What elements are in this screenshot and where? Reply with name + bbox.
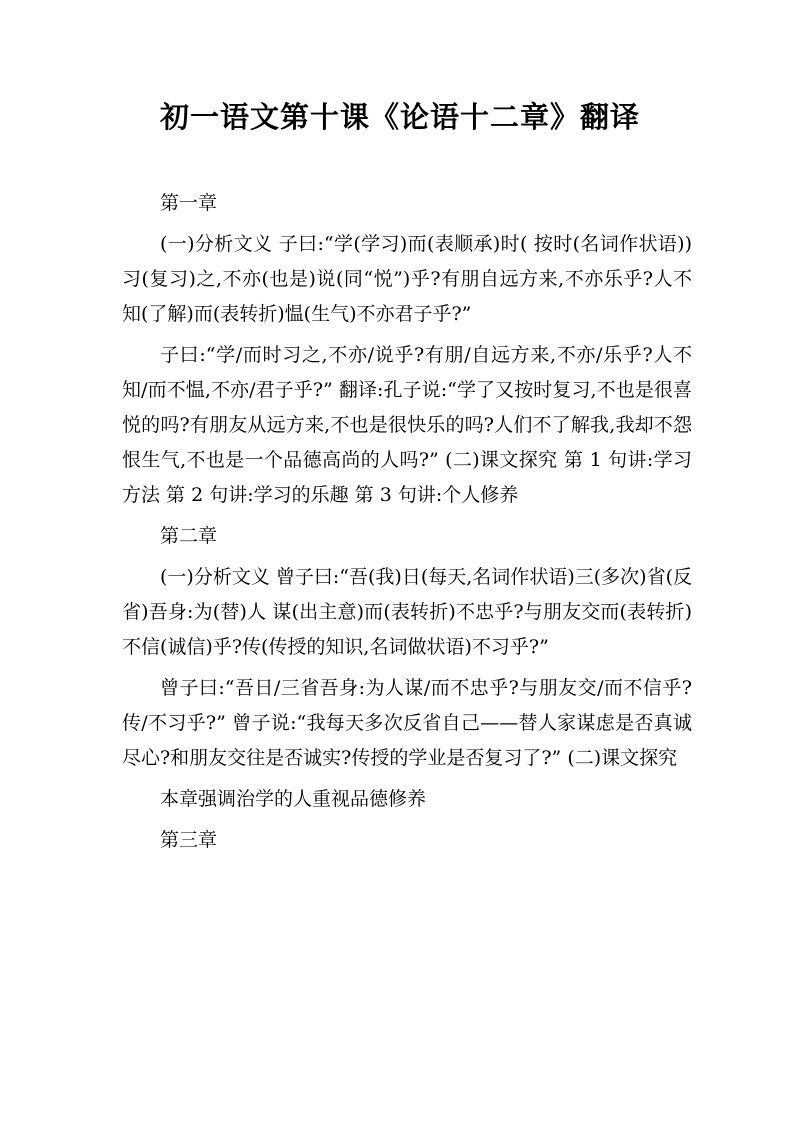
chapter-heading: 第一章: [160, 192, 218, 214]
paragraph: 子曰:“学/而时习之,不亦/说乎?有朋/自远方来,不亦/乐乎?人不知/而不愠,不亦/君子乎?” 翻译:孔子说:“学了又按时复习,不也是很喜悦的吗?有朋友从远方来,不也是很快乐的吗?人们不了解我,我却不怨恨生气,不也是一个品德高尚的人吗?” (二)课文探究 第 1 句讲:学习方法 第 2 句讲:学习的乐趣 第 3 句讲:个人修养: [122, 344, 692, 506]
paragraph: 本章强调治学的人重视品德修养: [160, 788, 427, 810]
paragraph: (一)分析文义 子曰:“学(学习)而(表顺承)时( 按时(名词作状语))习(复习)之,不亦(也是)说(同“悦”)乎?有朋自远方来,不亦乐乎?人不知(了解)而(表转折)愠(生气)不亦君子乎?”: [122, 233, 692, 325]
paragraph: 曾子曰:“吾日/三省吾身:为人谋/而不忠乎?与朋友交/而不信乎?传/不习乎?” 曾子说:“我每天多次反省自己——替人家谋虑是否真诚尽心?和朋友交往是否诚实?传授的学业是否复习了?” (二)课文探究: [122, 677, 692, 769]
chapter-heading: 第三章: [160, 829, 218, 851]
paragraph: (一)分析文义 曾子曰:“吾(我)日(每天,名词作状语)三(多次)省(反省)吾身:为(替)人 谋(出主意)而(表转折)不忠乎?与朋友交而(表转折)不信(诚信)乎?传(传授的知识,名词做状语)不习乎?”: [122, 566, 692, 658]
document-title: 初一语文第十课《论语十二章》翻译: [159, 100, 640, 134]
chapter-heading: 第二章: [160, 525, 218, 547]
document-body: [122, 186, 692, 864]
